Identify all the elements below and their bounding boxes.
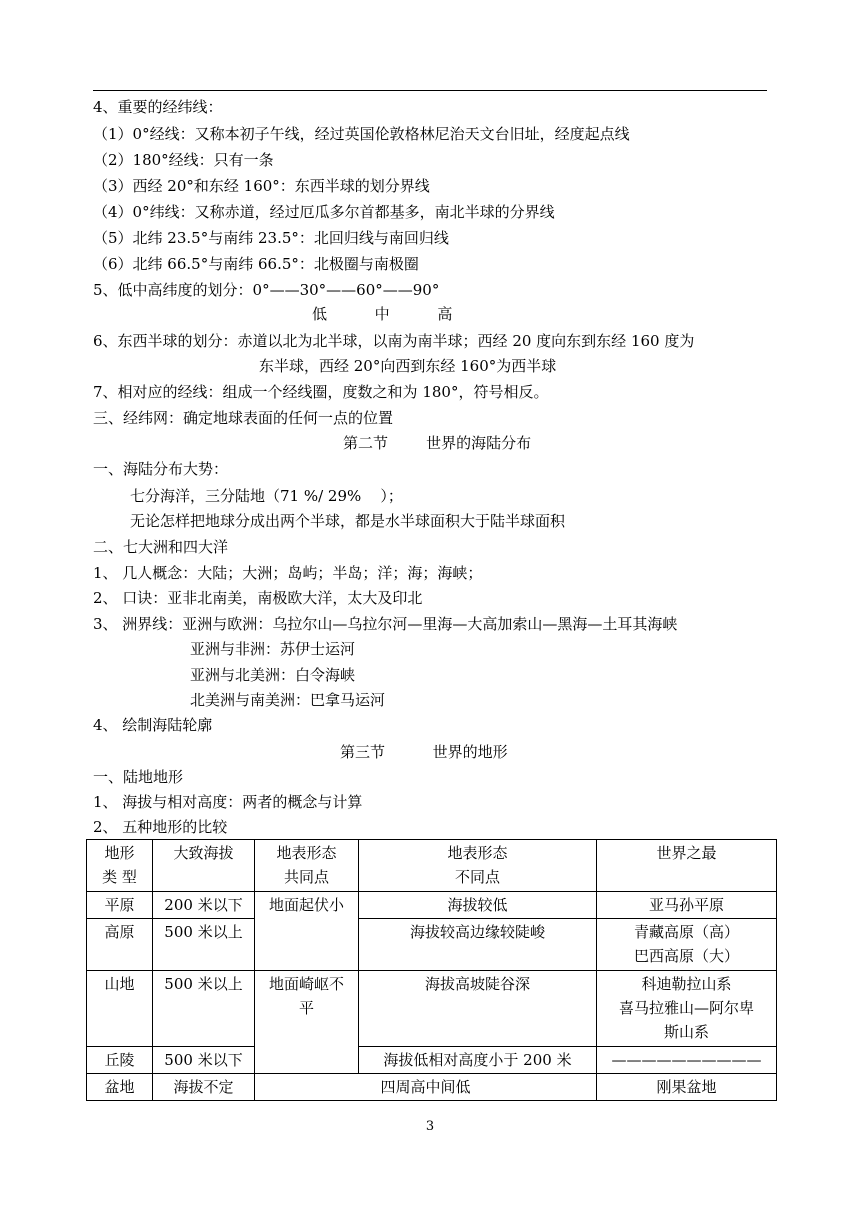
table-row [87,1047,777,1074]
part-2-title: 二、七大洲和四大洋 [93,538,229,556]
header-rule [93,90,767,91]
table-cell: 地面起伏小 [255,892,359,971]
ocean-land-ratio: 七分海洋，三分陆地（71 %/ 29% ）； [130,487,403,505]
table-cell: 200 米以下 [153,892,255,919]
boundary-line-4: 北美洲与南美洲：巴拿马运河 [190,691,386,709]
chapter-2-title: 第二节 世界的海陆分布 [343,434,532,452]
table-cell: 500 米以上 [153,971,255,1047]
section-4-title: 4、重要的经纬线： [93,98,223,116]
table-cell: 海拔低相对高度小于 200 米 [359,1047,597,1074]
hemisphere-note: 无论怎样把地球分成出两个半球，都是水半球面积大于陆半球面积 [130,512,566,530]
land-forms-title: 一、陆地地形 [93,768,184,786]
item-1: （1）0°经线：又称本初子午线，经过英国伦敦格林尼治天文台旧址，经度起点线 [93,125,630,143]
table-cell: 海拔不定 [153,1074,255,1101]
table-row [87,919,777,971]
mnemonic-line: 2、 口诀：亚非北南美，南极欧大洋，太大及印北 [93,589,423,607]
item-3: （3）西经 20°和东经 160°：东西半球的划分界线 [93,177,430,195]
compare-title: 2、 五种地形的比较 [93,818,228,836]
table-cell: 500 米以上 [153,919,255,971]
table-row [87,971,777,1047]
part-3-title: 三、经纬网：确定地球表面的任何一点的位置 [93,409,394,427]
boundary-line-3: 亚洲与北美洲：白令海峡 [190,666,356,684]
section-5-title: 5、低中高纬度的划分：0°——30°——60°——90° [93,281,440,299]
table-cell: 四周高中间低 [255,1074,597,1101]
table-cell: 500 米以下 [153,1047,255,1074]
latitude-labels: 低 中 高 [312,305,453,323]
table-cell: 平原 [87,892,153,919]
table-row [87,892,777,919]
item-5: （5）北纬 23.5°与南纬 23.5°：北回归线与南回归线 [93,229,449,247]
section-7-title: 7、相对应的经线：组成一个经线圈，度数之和为 180°，符号相反。 [93,383,549,401]
table-cell: 海拔较低 [359,892,597,919]
table-cell: 丘陵 [87,1047,153,1074]
altitude-line: 1、 海拔与相对高度：两者的概念与计算 [93,793,363,811]
table-cell: 亚马孙平原 [597,892,777,919]
concepts-line: 1、 几人概念：大陆；大洲；岛屿；半岛；洋；海；海峡； [93,564,483,582]
header-cell: 地表形态 不同点 [359,840,597,892]
landform-table [86,839,777,1101]
boundary-line-2: 亚洲与非洲：苏伊士运河 [190,640,356,658]
table-cell: 海拔较高边缘较陡峻 [359,919,597,971]
page-number: 3 [425,1119,435,1134]
boundary-line-1: 3、 洲界线：亚洲与欧洲：乌拉尔山—乌拉尔河—里海—大高加索山—黑海—土耳其海峡 [93,615,678,633]
item-2: （2）180°经线：只有一条 [93,151,274,169]
table-cell: 海拔高坡陡谷深 [359,971,597,1047]
table-cell: 地面崎岖不 平 [255,971,359,1074]
draw-outline-line: 4、 绘制海陆轮廓 [93,716,213,734]
table-cell: 青藏高原（高） 巴西高原（大） [597,919,777,971]
header-cell: 地表形态 共同点 [255,840,359,892]
header-cell: 世界之最 [597,840,777,892]
table-cell: 盆地 [87,1074,153,1101]
table-cell: —————————— [597,1047,777,1074]
part-1-title: 一、海陆分布大势： [93,460,229,478]
table-cell: 科迪勒拉山系 喜马拉雅山—阿尔卑 斯山系 [597,971,777,1047]
item-4: （4）0°纬线：又称赤道，经过厄瓜多尔首都基多，南北半球的分界线 [93,203,555,221]
header-cell: 地形 类 型 [87,840,153,892]
table-row [87,1074,777,1101]
header-cell: 大致海拔 [153,840,255,892]
item-6: （6）北纬 66.5°与南纬 66.5°：北极圈与南极圈 [93,255,419,273]
table-cell: 山地 [87,971,153,1047]
chapter-3-title: 第三节 世界的地形 [340,743,508,761]
table-cell: 高原 [87,919,153,971]
table-header-row [87,840,777,892]
section-6-title: 6、东西半球的划分：赤道以北为北半球，以南为南半球；西经 20 度向东到东经 160 度为 [93,332,695,350]
table-cell: 刚果盆地 [597,1074,777,1101]
section-6-cont: 东半球，西经 20°向西到东经 160°为西半球 [259,357,557,375]
